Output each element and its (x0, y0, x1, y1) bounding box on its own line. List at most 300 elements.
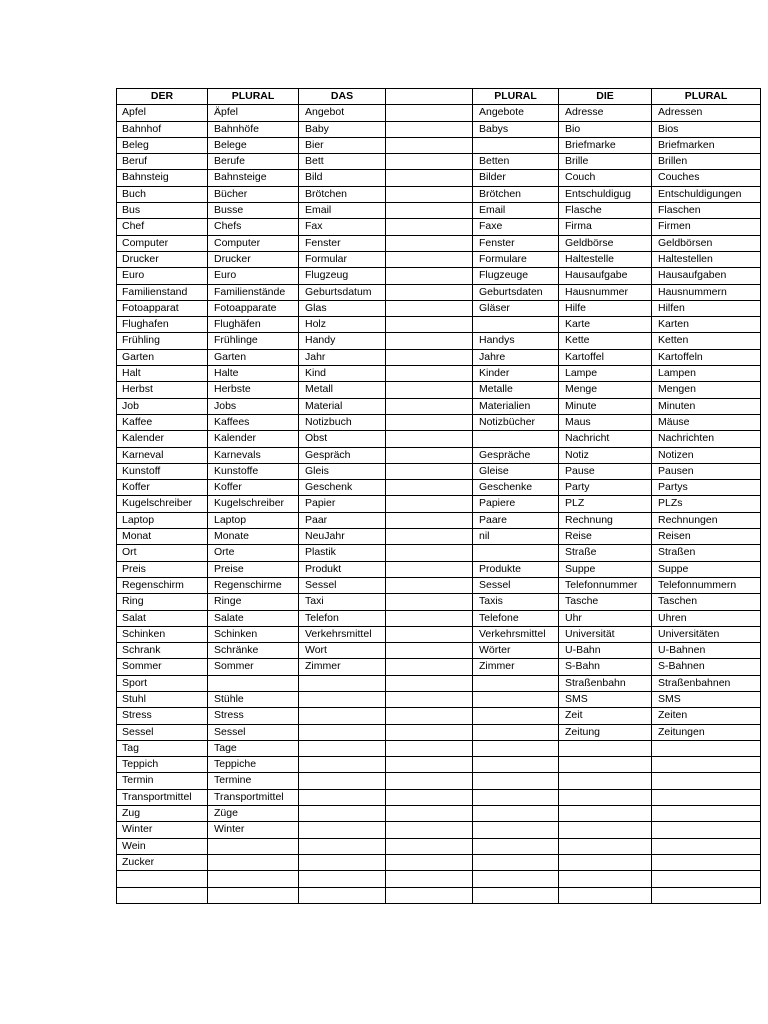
cell-das-singular: Plastik (299, 545, 386, 561)
cell-empty (386, 757, 473, 773)
cell-die-singular: Briefmarke (559, 137, 652, 153)
cell-der-singular: Beruf (117, 154, 208, 170)
cell-empty (386, 284, 473, 300)
cell-der-singular: Fotoapparat (117, 300, 208, 316)
cell-der-plural: Karnevals (208, 447, 299, 463)
cell-der-plural: Schinken (208, 626, 299, 642)
cell-die-plural (652, 887, 761, 903)
cell-der-singular: Laptop (117, 512, 208, 528)
cell-das-singular: Gespräch (299, 447, 386, 463)
cell-empty (386, 691, 473, 707)
cell-der-singular: Apfel (117, 105, 208, 121)
cell-der-plural: Berufe (208, 154, 299, 170)
header-das: DAS (299, 89, 386, 105)
cell-der-plural: Computer (208, 235, 299, 251)
cell-der-plural: Halte (208, 366, 299, 382)
cell-der-singular: Monat (117, 529, 208, 545)
cell-das-singular (299, 773, 386, 789)
cell-der-singular: Computer (117, 235, 208, 251)
cell-empty (386, 610, 473, 626)
cell-das-singular: Fax (299, 219, 386, 235)
table-row (117, 887, 761, 903)
cell-der-singular: Flughafen (117, 317, 208, 333)
cell-der-singular: Chef (117, 219, 208, 235)
cell-das-plural: Taxis (473, 594, 559, 610)
cell-die-plural: Reisen (652, 529, 761, 545)
cell-der-singular: Bahnsteig (117, 170, 208, 186)
cell-die-plural (652, 789, 761, 805)
cell-empty (386, 137, 473, 153)
cell-die-singular: Kartoffel (559, 349, 652, 365)
cell-die-plural (652, 773, 761, 789)
cell-der-plural: Salate (208, 610, 299, 626)
cell-empty (386, 480, 473, 496)
cell-die-plural: Telefonnummern (652, 577, 761, 593)
table-row (117, 789, 761, 805)
cell-der-plural (208, 887, 299, 903)
table-row (117, 626, 761, 642)
cell-das-plural: Sessel (473, 577, 559, 593)
table-row (117, 137, 761, 153)
cell-empty (386, 414, 473, 430)
header-row (117, 89, 761, 105)
cell-der-plural: Stress (208, 708, 299, 724)
table-row (117, 366, 761, 382)
cell-empty (386, 154, 473, 170)
cell-der-plural: Winter (208, 822, 299, 838)
table-row (117, 643, 761, 659)
cell-die-plural (652, 822, 761, 838)
cell-der-singular: Euro (117, 268, 208, 284)
cell-das-plural: Produkte (473, 561, 559, 577)
cell-der-singular: Teppich (117, 757, 208, 773)
cell-der-plural: Familienstände (208, 284, 299, 300)
cell-die-plural (652, 871, 761, 887)
cell-der-plural (208, 838, 299, 854)
cell-das-singular (299, 708, 386, 724)
cell-empty (386, 349, 473, 365)
cell-die-singular: Firma (559, 219, 652, 235)
cell-empty (386, 643, 473, 659)
cell-das-plural: Flugzeuge (473, 268, 559, 284)
cell-das-singular: Obst (299, 431, 386, 447)
cell-das-plural: Brötchen (473, 186, 559, 202)
cell-der-plural: Transportmittel (208, 789, 299, 805)
cell-das-plural (473, 317, 559, 333)
cell-die-singular (559, 789, 652, 805)
cell-das-singular: Email (299, 203, 386, 219)
cell-das-plural: Formulare (473, 251, 559, 267)
cell-empty (386, 822, 473, 838)
cell-die-singular (559, 854, 652, 870)
cell-empty (386, 431, 473, 447)
cell-das-plural (473, 675, 559, 691)
table-row (117, 268, 761, 284)
cell-das-plural: Geschenke (473, 480, 559, 496)
cell-der-plural: Regenschirme (208, 577, 299, 593)
cell-der-singular: Wein (117, 838, 208, 854)
cell-das-plural: Zimmer (473, 659, 559, 675)
cell-das-singular: Angebot (299, 105, 386, 121)
cell-das-plural: Telefone (473, 610, 559, 626)
cell-der-singular: Karneval (117, 447, 208, 463)
cell-das-singular (299, 871, 386, 887)
table-row (117, 431, 761, 447)
cell-der-singular: Sport (117, 675, 208, 691)
cell-der-plural: Kalender (208, 431, 299, 447)
cell-die-plural: Ketten (652, 333, 761, 349)
cell-der-plural: Sessel (208, 724, 299, 740)
cell-die-plural: Taschen (652, 594, 761, 610)
cell-das-singular: NeuJahr (299, 529, 386, 545)
cell-die-singular: PLZ (559, 496, 652, 512)
cell-das-plural (473, 806, 559, 822)
cell-empty (386, 366, 473, 382)
cell-die-singular: U-Bahn (559, 643, 652, 659)
cell-das-singular (299, 789, 386, 805)
cell-die-singular: Entschuldigug (559, 186, 652, 202)
cell-der-plural: Kugelschreiber (208, 496, 299, 512)
cell-empty (386, 740, 473, 756)
cell-der-singular (117, 871, 208, 887)
table-row (117, 333, 761, 349)
cell-der-singular: Schinken (117, 626, 208, 642)
cell-das-singular (299, 838, 386, 854)
cell-die-singular: Straße (559, 545, 652, 561)
cell-das-plural: Bilder (473, 170, 559, 186)
cell-der-singular: Koffer (117, 480, 208, 496)
cell-die-plural: Rechnungen (652, 512, 761, 528)
cell-der-plural: Ringe (208, 594, 299, 610)
cell-das-singular: Papier (299, 496, 386, 512)
cell-der-singular: Winter (117, 822, 208, 838)
cell-der-plural: Sommer (208, 659, 299, 675)
cell-die-singular: Geldbörse (559, 235, 652, 251)
table-row (117, 480, 761, 496)
cell-das-plural: Verkehrsmittel (473, 626, 559, 642)
table-row (117, 463, 761, 479)
table-row (117, 447, 761, 463)
table-row (117, 740, 761, 756)
cell-die-plural: Hilfen (652, 300, 761, 316)
cell-empty (386, 529, 473, 545)
cell-das-plural (473, 724, 559, 740)
cell-die-singular: Hausnummer (559, 284, 652, 300)
cell-das-singular (299, 740, 386, 756)
cell-empty (386, 871, 473, 887)
cell-empty (386, 577, 473, 593)
cell-das-singular: Bett (299, 154, 386, 170)
header-das-plural: PLURAL (473, 89, 559, 105)
cell-der-plural: Jobs (208, 398, 299, 414)
cell-das-plural: Faxe (473, 219, 559, 235)
table-row (117, 806, 761, 822)
table-row (117, 398, 761, 414)
cell-empty (386, 219, 473, 235)
cell-der-plural: Preise (208, 561, 299, 577)
cell-empty (386, 806, 473, 822)
cell-der-singular: Familienstand (117, 284, 208, 300)
table-row (117, 105, 761, 121)
header-empty (386, 89, 473, 105)
cell-die-plural: Minuten (652, 398, 761, 414)
cell-empty (386, 594, 473, 610)
table-row (117, 219, 761, 235)
cell-der-singular: Salat (117, 610, 208, 626)
cell-das-plural: Materialien (473, 398, 559, 414)
cell-empty (386, 300, 473, 316)
table-row (117, 235, 761, 251)
cell-die-singular: SMS (559, 691, 652, 707)
cell-der-singular: Kugelschreiber (117, 496, 208, 512)
cell-die-singular: Notiz (559, 447, 652, 463)
cell-die-singular: Straßenbahn (559, 675, 652, 691)
cell-der-plural: Flughäfen (208, 317, 299, 333)
cell-die-plural: Notizen (652, 447, 761, 463)
cell-die-singular: Rechnung (559, 512, 652, 528)
table-row (117, 317, 761, 333)
cell-der-plural: Chefs (208, 219, 299, 235)
table-row (117, 349, 761, 365)
cell-die-singular (559, 773, 652, 789)
cell-der-singular (117, 887, 208, 903)
cell-die-plural: PLZs (652, 496, 761, 512)
cell-empty (386, 333, 473, 349)
cell-der-plural: Termine (208, 773, 299, 789)
cell-empty (386, 203, 473, 219)
cell-das-singular: Taxi (299, 594, 386, 610)
cell-das-singular: Formular (299, 251, 386, 267)
cell-empty (386, 708, 473, 724)
cell-der-singular: Herbst (117, 382, 208, 398)
cell-die-singular: Zeit (559, 708, 652, 724)
cell-das-singular: Flugzeug (299, 268, 386, 284)
cell-die-singular: S-Bahn (559, 659, 652, 675)
cell-die-singular: Menge (559, 382, 652, 398)
cell-empty (386, 887, 473, 903)
cell-empty (386, 675, 473, 691)
cell-der-plural: Bahnsteige (208, 170, 299, 186)
cell-der-singular: Kalender (117, 431, 208, 447)
table-row (117, 496, 761, 512)
cell-das-singular: Wort (299, 643, 386, 659)
cell-das-singular: Geburtsdatum (299, 284, 386, 300)
cell-die-singular: Hilfe (559, 300, 652, 316)
cell-das-plural: Notizbücher (473, 414, 559, 430)
cell-der-singular: Transportmittel (117, 789, 208, 805)
cell-der-plural: Kunstoffe (208, 463, 299, 479)
cell-empty (386, 838, 473, 854)
cell-der-singular: Job (117, 398, 208, 414)
cell-die-singular: Zeitung (559, 724, 652, 740)
table-row (117, 251, 761, 267)
cell-die-plural: Universitäten (652, 626, 761, 642)
cell-der-plural: Busse (208, 203, 299, 219)
cell-der-singular: Ort (117, 545, 208, 561)
cell-das-plural: Babys (473, 121, 559, 137)
cell-der-plural: Euro (208, 268, 299, 284)
cell-die-plural: Suppe (652, 561, 761, 577)
cell-die-singular (559, 757, 652, 773)
cell-das-plural (473, 708, 559, 724)
cell-empty (386, 724, 473, 740)
cell-empty (386, 545, 473, 561)
cell-der-plural: Schränke (208, 643, 299, 659)
cell-die-singular (559, 740, 652, 756)
cell-die-singular: Telefonnummer (559, 577, 652, 593)
cell-das-singular: Geschenk (299, 480, 386, 496)
cell-das-plural: nil (473, 529, 559, 545)
cell-der-plural (208, 854, 299, 870)
cell-die-plural: Hausaufgaben (652, 268, 761, 284)
cell-die-plural: Hausnummern (652, 284, 761, 300)
cell-das-plural (473, 431, 559, 447)
cell-der-plural: Teppiche (208, 757, 299, 773)
cell-empty (386, 398, 473, 414)
table-row (117, 675, 761, 691)
cell-das-singular (299, 724, 386, 740)
cell-das-plural: Fenster (473, 235, 559, 251)
cell-der-singular: Stuhl (117, 691, 208, 707)
cell-das-singular: Holz (299, 317, 386, 333)
cell-die-plural: Nachrichten (652, 431, 761, 447)
table-row (117, 382, 761, 398)
table-header (117, 89, 761, 105)
cell-das-singular: Material (299, 398, 386, 414)
cell-das-plural (473, 773, 559, 789)
cell-der-plural: Tage (208, 740, 299, 756)
cell-das-plural: Metalle (473, 382, 559, 398)
cell-das-singular: Paar (299, 512, 386, 528)
cell-das-singular (299, 806, 386, 822)
table-row (117, 577, 761, 593)
cell-der-plural: Drucker (208, 251, 299, 267)
cell-die-singular: Adresse (559, 105, 652, 121)
table-row (117, 757, 761, 773)
table-row (117, 871, 761, 887)
cell-der-plural: Orte (208, 545, 299, 561)
table-row (117, 121, 761, 137)
cell-der-plural (208, 871, 299, 887)
cell-die-plural: Lampen (652, 366, 761, 382)
cell-das-plural (473, 740, 559, 756)
cell-die-singular: Lampe (559, 366, 652, 382)
cell-die-plural: U-Bahnen (652, 643, 761, 659)
cell-die-plural: SMS (652, 691, 761, 707)
cell-die-singular: Haltestelle (559, 251, 652, 267)
table-row (117, 414, 761, 430)
cell-das-plural (473, 691, 559, 707)
cell-die-singular: Nachricht (559, 431, 652, 447)
cell-die-plural: Uhren (652, 610, 761, 626)
cell-das-singular (299, 822, 386, 838)
cell-der-singular: Tag (117, 740, 208, 756)
cell-der-plural: Monate (208, 529, 299, 545)
cell-das-singular (299, 691, 386, 707)
header-der: DER (117, 89, 208, 105)
cell-das-singular (299, 757, 386, 773)
cell-der-plural: Bahnhöfe (208, 121, 299, 137)
cell-das-plural: Wörter (473, 643, 559, 659)
cell-die-plural: Bios (652, 121, 761, 137)
cell-die-plural: Kartoffeln (652, 349, 761, 365)
table-row (117, 691, 761, 707)
cell-das-singular (299, 887, 386, 903)
cell-die-singular: Bio (559, 121, 652, 137)
cell-die-plural (652, 757, 761, 773)
cell-das-plural (473, 871, 559, 887)
cell-die-plural: Partys (652, 480, 761, 496)
cell-die-plural: Zeiten (652, 708, 761, 724)
table-row (117, 854, 761, 870)
cell-die-plural: Entschuldigungen (652, 186, 761, 202)
cell-das-singular: Zimmer (299, 659, 386, 675)
cell-das-singular: Glas (299, 300, 386, 316)
cell-der-singular: Kunstoff (117, 463, 208, 479)
cell-das-singular: Metall (299, 382, 386, 398)
cell-der-singular: Bus (117, 203, 208, 219)
cell-die-plural: Mäuse (652, 414, 761, 430)
cell-das-plural: Handys (473, 333, 559, 349)
cell-empty (386, 447, 473, 463)
table-row (117, 186, 761, 202)
cell-der-plural: Belege (208, 137, 299, 153)
table-row (117, 154, 761, 170)
cell-das-plural: Angebote (473, 105, 559, 121)
cell-die-plural: Straßen (652, 545, 761, 561)
cell-das-singular: Baby (299, 121, 386, 137)
header-der-plural: PLURAL (208, 89, 299, 105)
cell-empty (386, 773, 473, 789)
cell-das-singular: Verkehrsmittel (299, 626, 386, 642)
cell-die-plural: Couches (652, 170, 761, 186)
cell-die-singular: Brille (559, 154, 652, 170)
cell-der-plural: Herbste (208, 382, 299, 398)
cell-die-plural: Karten (652, 317, 761, 333)
cell-empty (386, 105, 473, 121)
cell-der-singular: Sessel (117, 724, 208, 740)
cell-das-plural (473, 757, 559, 773)
cell-empty (386, 186, 473, 202)
cell-das-plural: Geburtsdaten (473, 284, 559, 300)
cell-das-plural (473, 137, 559, 153)
cell-der-plural: Stühle (208, 691, 299, 707)
cell-der-singular: Stress (117, 708, 208, 724)
cell-das-plural (473, 887, 559, 903)
cell-der-singular: Bahnhof (117, 121, 208, 137)
table-row (117, 284, 761, 300)
table-row (117, 773, 761, 789)
table-row (117, 545, 761, 561)
cell-das-plural (473, 854, 559, 870)
cell-das-singular: Brötchen (299, 186, 386, 202)
cell-empty (386, 235, 473, 251)
cell-der-plural: Züge (208, 806, 299, 822)
cell-die-singular (559, 822, 652, 838)
cell-das-singular (299, 854, 386, 870)
cell-die-plural (652, 838, 761, 854)
cell-empty (386, 854, 473, 870)
cell-die-plural: Pausen (652, 463, 761, 479)
cell-die-singular: Flasche (559, 203, 652, 219)
cell-das-singular: Sessel (299, 577, 386, 593)
cell-der-singular: Zucker (117, 854, 208, 870)
table-row (117, 203, 761, 219)
cell-der-plural: Äpfel (208, 105, 299, 121)
cell-empty (386, 626, 473, 642)
cell-empty (386, 251, 473, 267)
table-row (117, 594, 761, 610)
